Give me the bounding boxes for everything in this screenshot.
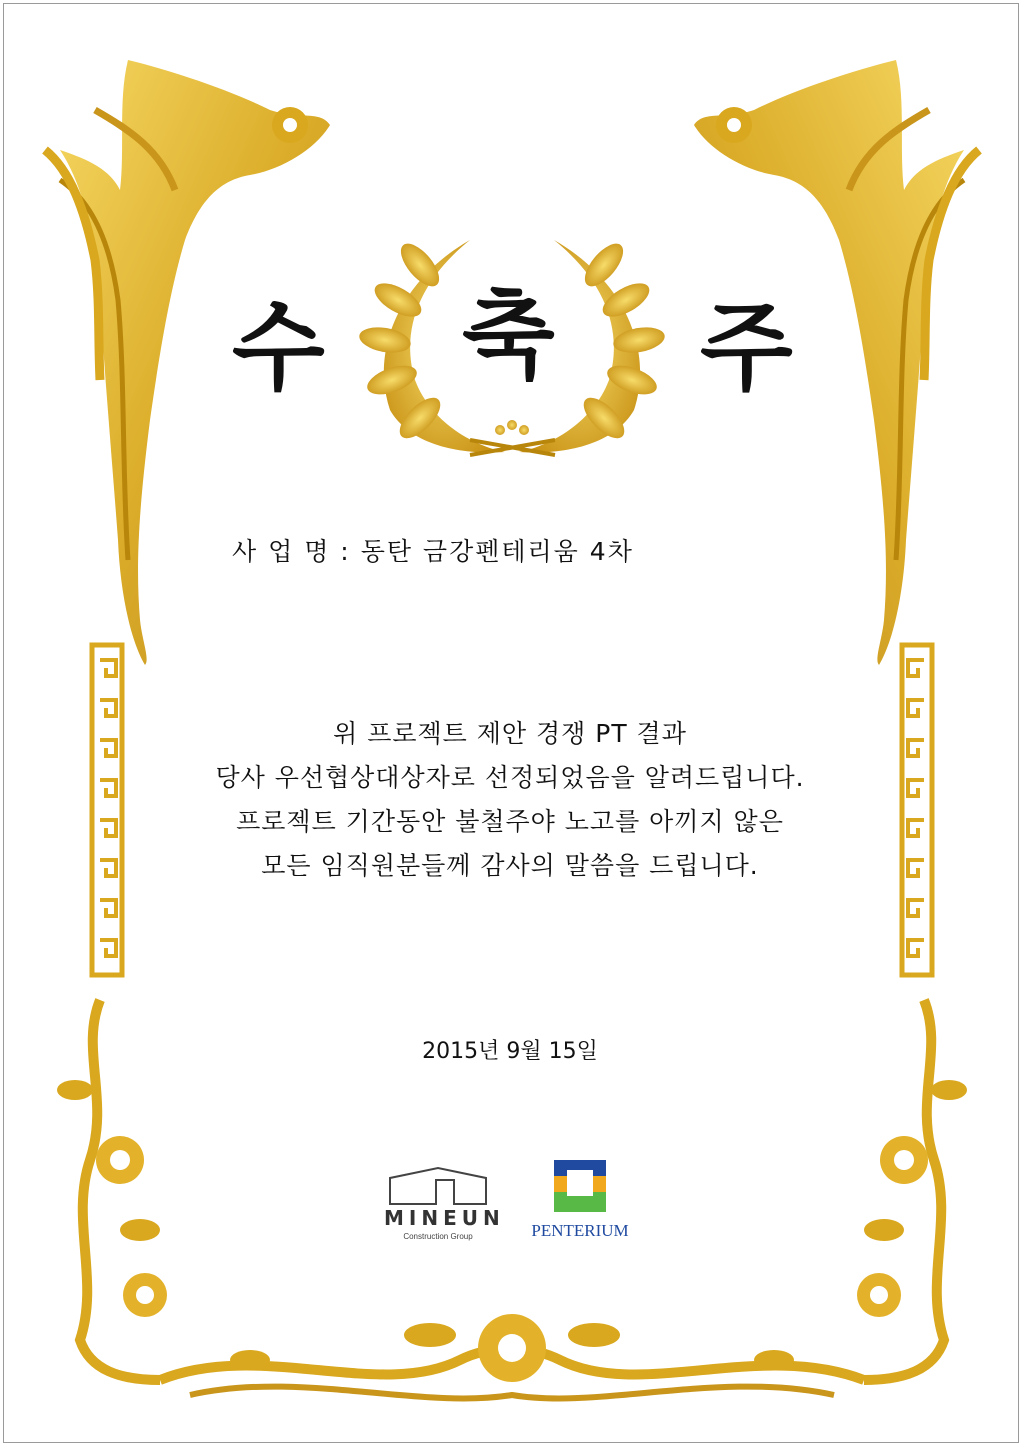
title-char-chuk: 축 bbox=[462, 280, 555, 392]
message-line: 위 프로젝트 제안 경쟁 PT 결과 bbox=[333, 719, 687, 748]
right-floral-vine bbox=[857, 1000, 967, 1380]
penterium-logo-text: PENTERIUM bbox=[531, 1221, 629, 1240]
message-body bbox=[150, 712, 870, 888]
mineun-logo-subtitle: Construction Group bbox=[403, 1232, 473, 1241]
project-separator: : bbox=[330, 537, 351, 566]
project-label: 사 업 명 bbox=[232, 537, 331, 566]
mineun-logo-mark bbox=[388, 1166, 488, 1206]
project-name: 동탄 금강펜테리움 4차 bbox=[360, 537, 634, 566]
message-line: 모든 임직원분들께 감사의 말씀을 드립니다. bbox=[261, 851, 759, 880]
certificate-date: 2015년 9월 15일 bbox=[422, 1039, 598, 1064]
right-greek-key-border bbox=[902, 645, 932, 975]
title-char-ju: 주 bbox=[700, 292, 793, 404]
title-char-su: 수 bbox=[232, 292, 325, 404]
message-line: 프로젝트 기간동안 불철주야 노고를 아끼지 않은 bbox=[236, 807, 784, 836]
message-line: 당사 우선협상대상자로 선정되었음을 알려드립니다. bbox=[215, 763, 805, 792]
left-floral-vine bbox=[57, 1000, 167, 1380]
left-greek-key-border bbox=[92, 645, 122, 975]
mineun-logo-text: MINEUN bbox=[384, 1206, 505, 1230]
project-line bbox=[232, 532, 634, 568]
bottom-floral-band bbox=[160, 1314, 864, 1398]
penterium-logo-mark bbox=[554, 1160, 606, 1212]
